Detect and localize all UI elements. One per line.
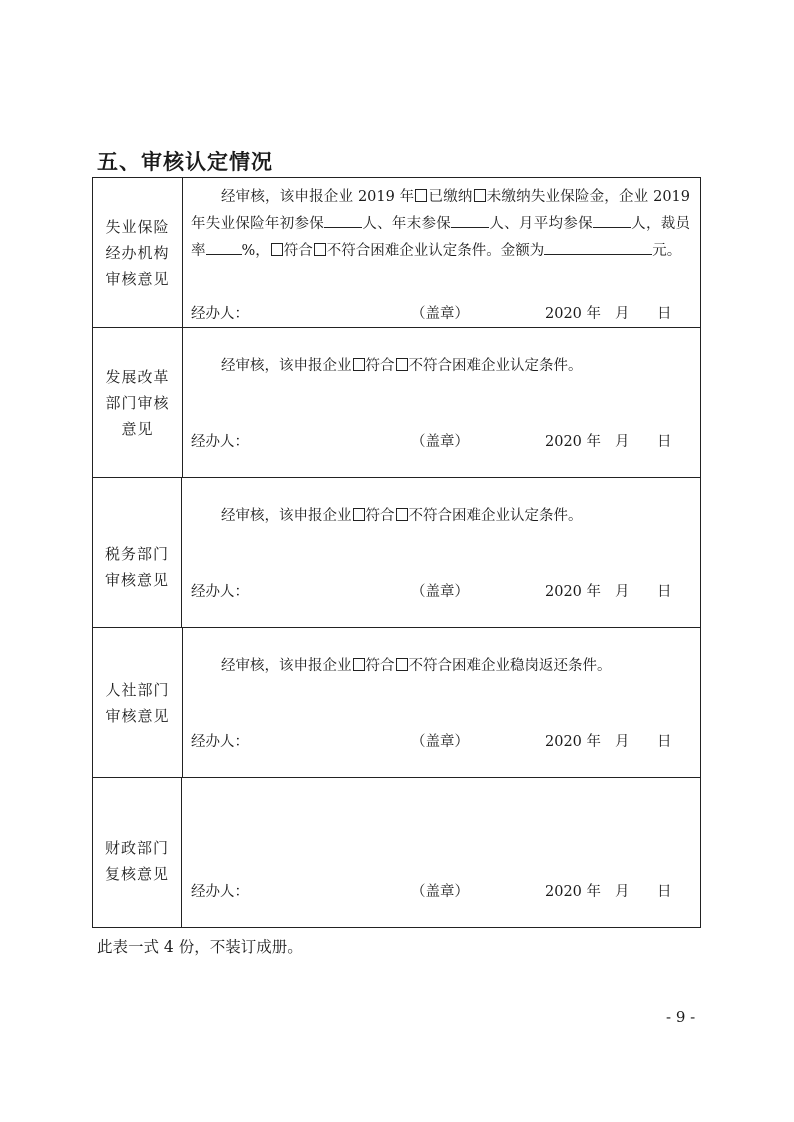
day-label: 日 [657, 734, 672, 750]
checkbox-unpaid[interactable] [474, 189, 486, 202]
text: 已缴纳 [428, 189, 473, 205]
row-development-reform [93, 327, 700, 477]
checkbox-not-qualified[interactable] [396, 658, 408, 671]
row-label [93, 778, 182, 927]
footer-note: 此表一式 4 份，不装订成册。 [97, 938, 303, 956]
row-label [93, 328, 183, 477]
checkbox-not-qualified[interactable] [396, 358, 408, 371]
month-label: 月 [615, 584, 630, 600]
text: 符合 [365, 658, 395, 674]
row-unemployment-insurance [93, 178, 700, 327]
year-label: 2020 年 [545, 734, 602, 750]
text: 不符合困难企业稳岗返还条件。 [408, 658, 612, 674]
label-line: 复核意见 [104, 864, 169, 883]
month-label: 月 [615, 434, 630, 450]
row-body [183, 628, 700, 777]
row-human-resources [93, 627, 700, 777]
day-label: 日 [657, 584, 672, 600]
blank-avg-insured[interactable] [593, 213, 631, 228]
row-label [93, 628, 183, 777]
day-label: 日 [657, 884, 672, 900]
label-line: 审核意见 [105, 269, 170, 288]
checkbox-qualified[interactable] [353, 358, 365, 371]
row-body [183, 328, 700, 477]
handler-label: 经办人： [191, 884, 249, 900]
text: 人，裁员率 [191, 216, 691, 259]
day-label: 日 [657, 306, 672, 322]
year-label: 2020 年 [545, 584, 602, 600]
year-label: 2020 年 [545, 884, 602, 900]
checkbox-not-qualified[interactable] [314, 243, 326, 256]
row-body [183, 478, 700, 627]
label-line: 发展改革 [105, 367, 170, 386]
label-line: 经办机构 [105, 243, 170, 262]
text: 不符合困难企业认定条件。金额为 [326, 243, 545, 259]
text: 经审核，该申报企业 [221, 508, 352, 524]
row-finance [93, 777, 700, 927]
row-label [93, 478, 182, 627]
checkbox-qualified[interactable] [353, 508, 365, 521]
handler-label: 经办人： [191, 584, 249, 600]
month-label: 月 [615, 734, 630, 750]
row-body [183, 178, 700, 327]
row-tax [93, 477, 700, 627]
blank-start-insured[interactable] [324, 213, 362, 228]
text: 人、年末参保 [362, 216, 452, 232]
label-line: 税务部门 [104, 544, 169, 563]
day-label: 日 [657, 434, 672, 450]
year-label: 2020 年 [545, 434, 602, 450]
seal-label: （盖章） [411, 734, 469, 750]
label-line: 财政部门 [104, 838, 169, 857]
text: 不符合困难企业认定条件。 [408, 508, 583, 524]
label-line: 意见 [121, 419, 154, 438]
text: 符合 [283, 243, 313, 259]
row-label [93, 178, 183, 327]
review-paragraph [191, 184, 690, 265]
blank-amount[interactable] [544, 240, 652, 255]
text: 人、月平均参保 [489, 216, 593, 232]
checkbox-qualified[interactable] [353, 658, 365, 671]
checkbox-qualified[interactable] [271, 243, 283, 256]
handler-label: 经办人： [191, 734, 249, 750]
label-line: 审核意见 [105, 706, 170, 725]
row-body [183, 778, 700, 927]
seal-label: （盖章） [411, 884, 469, 900]
month-label: 月 [615, 306, 630, 322]
text: 符合 [365, 358, 395, 374]
label-line: 审核意见 [104, 570, 169, 589]
checkbox-not-qualified[interactable] [396, 508, 408, 521]
section-title: 五、审核认定情况 [97, 150, 273, 174]
text: 不符合困难企业认定条件。 [408, 358, 583, 374]
page-number: - 9 - [666, 1008, 696, 1026]
handler-label: 经办人： [191, 434, 249, 450]
text: 元。 [652, 243, 682, 259]
seal-label: （盖章） [411, 306, 469, 322]
year-label: 2020 年 [545, 306, 602, 322]
review-sentence [221, 656, 612, 676]
label-line: 人社部门 [105, 680, 170, 699]
text: 符合 [365, 508, 395, 524]
checkbox-paid[interactable] [415, 189, 427, 202]
label-line: 失业保险 [105, 217, 170, 236]
text: 经审核，该申报企业 2019 年 [221, 189, 415, 205]
month-label: 月 [615, 884, 630, 900]
text: 经审核，该申报企业 [221, 358, 352, 374]
review-sentence [221, 356, 583, 376]
review-table [92, 177, 701, 928]
text: 未缴纳失业保险金，企业 2019 年失业保险年初参保 [191, 189, 691, 232]
text: 经审核，该申报企业 [221, 658, 352, 674]
handler-label: 经办人： [191, 306, 249, 322]
seal-label: （盖章） [411, 434, 469, 450]
label-line: 部门审核 [105, 393, 170, 412]
blank-end-insured[interactable] [451, 213, 489, 228]
review-sentence [221, 506, 583, 526]
text: %， [241, 243, 270, 259]
blank-layoff-rate[interactable] [206, 240, 242, 255]
seal-label: （盖章） [411, 584, 469, 600]
